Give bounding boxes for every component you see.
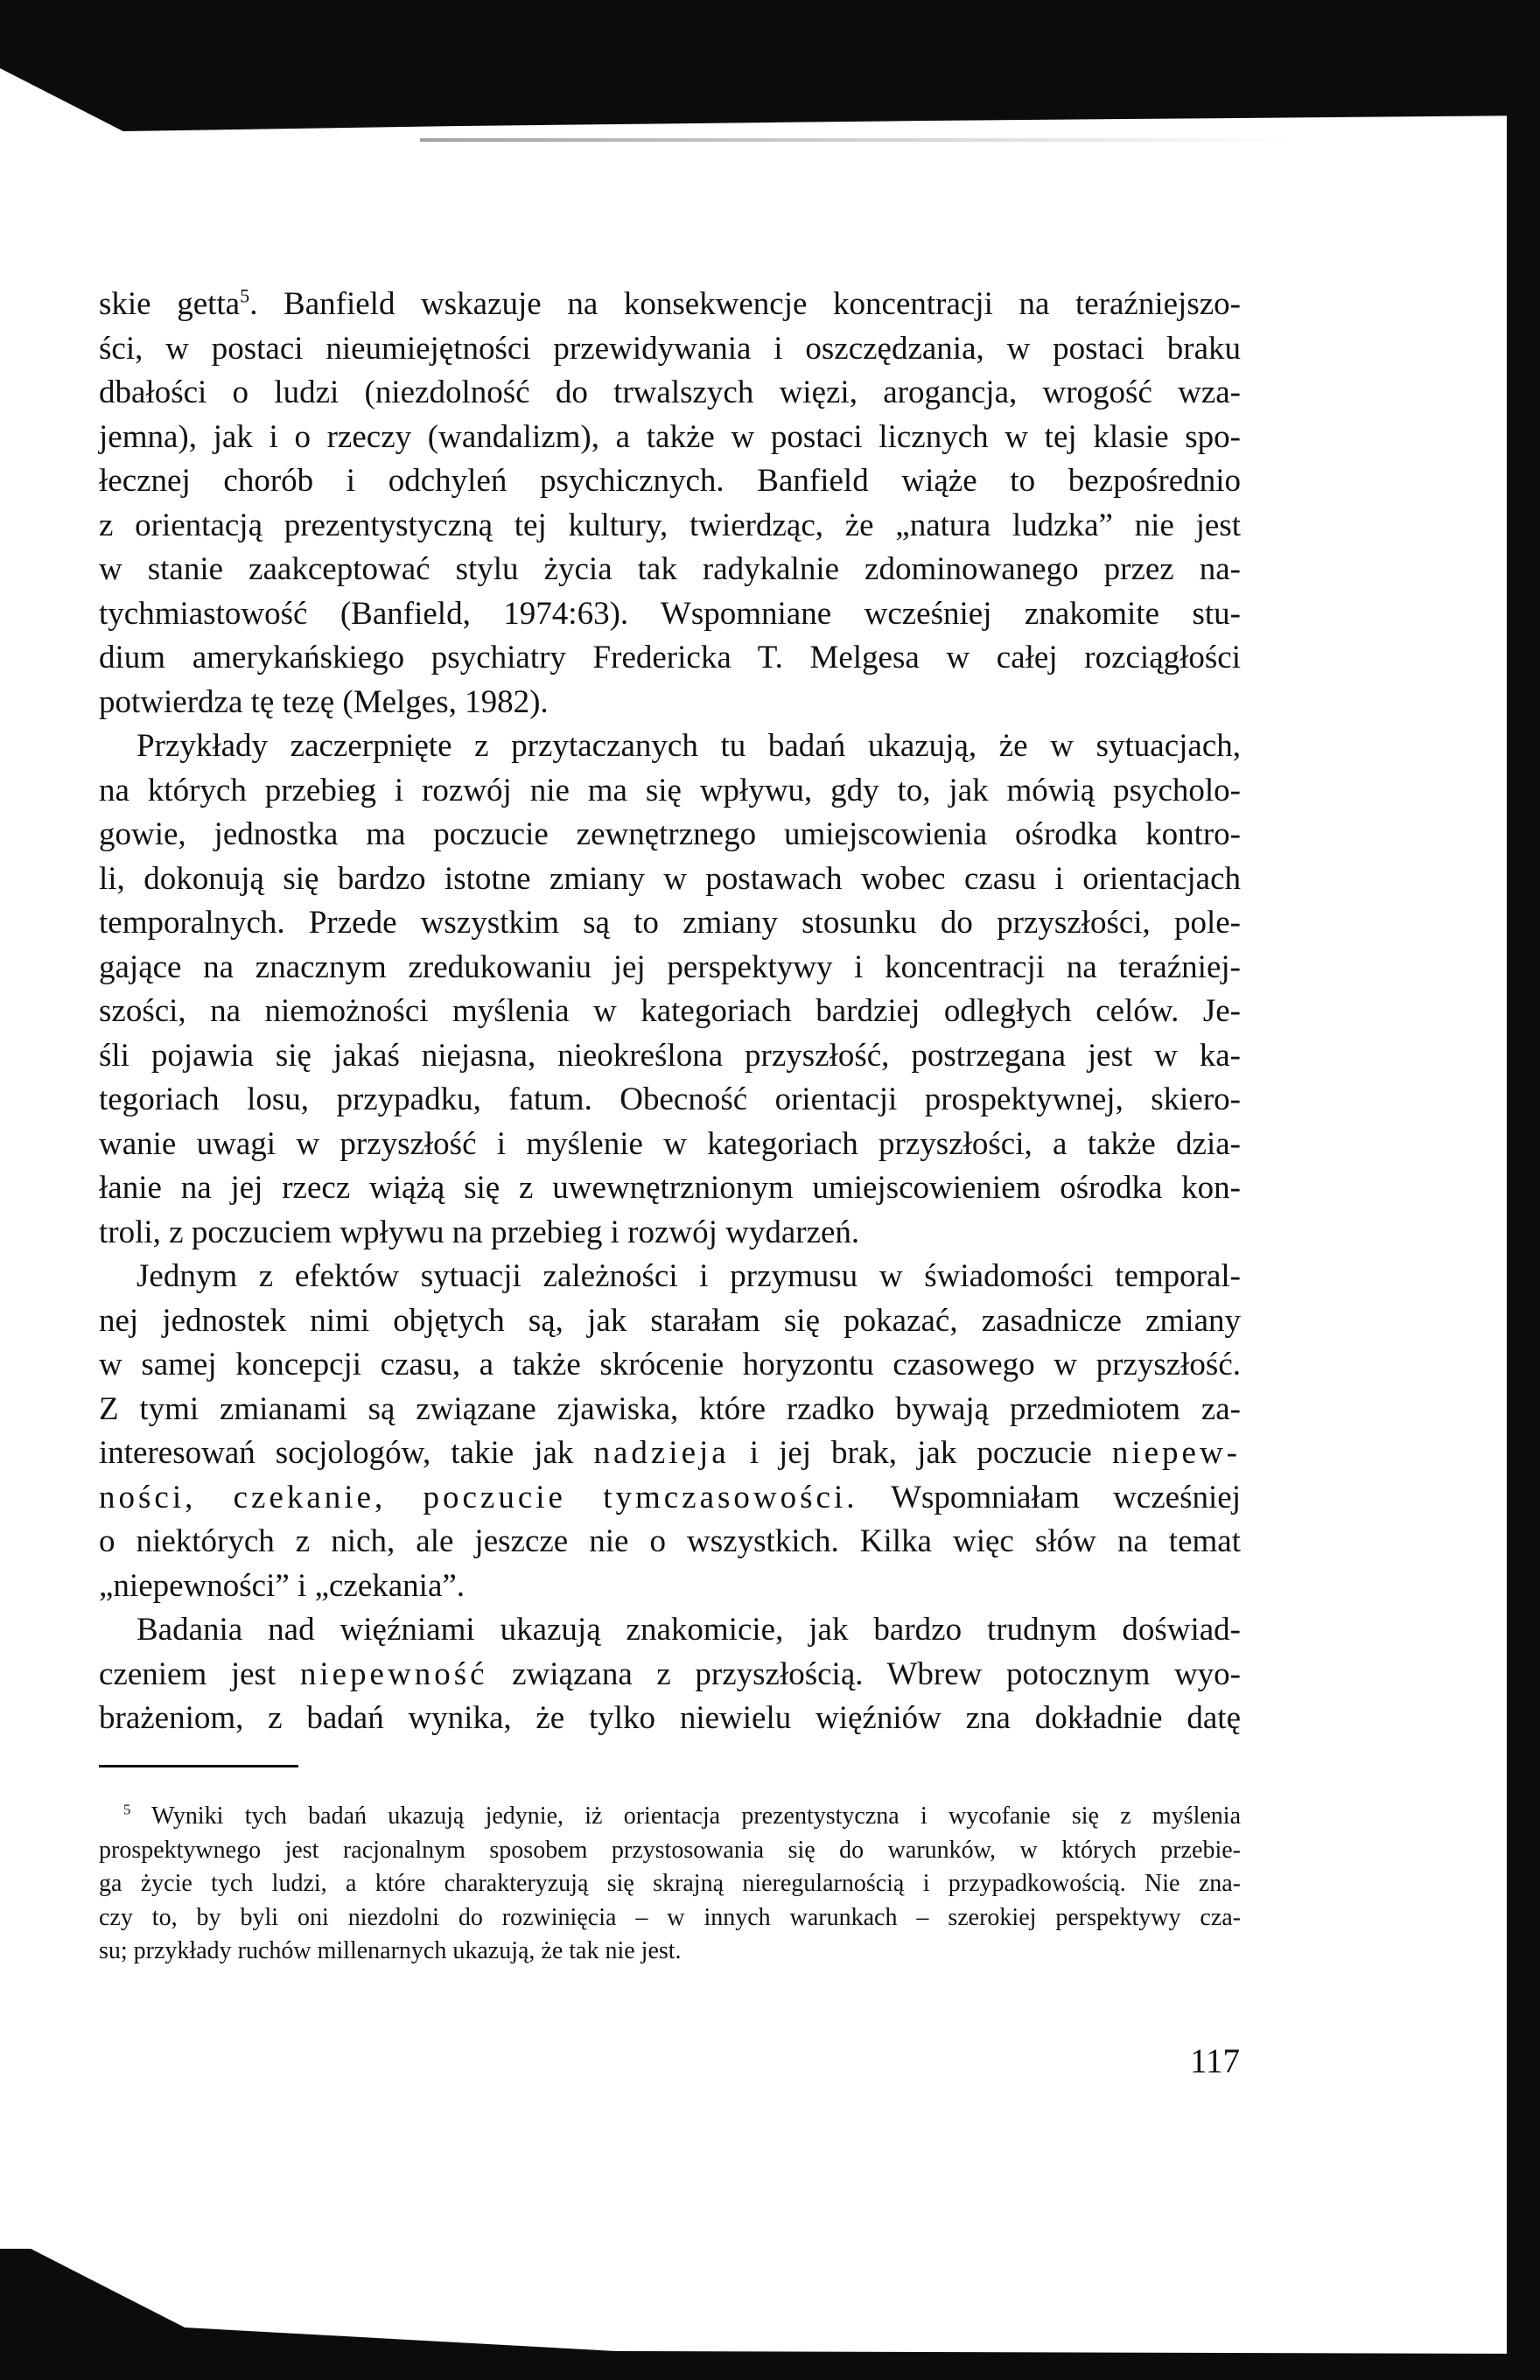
scan-border-top [0,0,1540,131]
scan-border-right [1507,0,1540,2380]
emphasis-nadzieja: nadzieja [593,1435,730,1471]
text-line: szości, na niemożności myślenia w kategoriach bardziej odległych celów. Je- [99,993,1241,1029]
scan-border-bottom [0,2249,1540,2380]
footnote-marker: 5 [123,1801,131,1818]
emphasis-niepewnosci: niepew- [1111,1435,1241,1471]
text-line: łecznej chorób i odchyleń psychicznych. Banfield wiąże to bezpośrednio [99,463,1241,499]
paragraph-4 [99,1608,1241,1741]
text-line: Przykłady zaczerpnięte z przytaczanych tu badań ukazują, że w sytuacjach, [136,728,1241,764]
text-line: czeniem jest niepewność związana z przyszłością. Wbrew potocznym wyo- [99,1656,1241,1692]
footnote-line: czy to, by byli oni niezdolni do rozwinięcia – w innych warunkach – szerokiej perspektywy cza- [99,1903,1241,1931]
footnote-line: ga życie tych ludzi, a które charakteryzują się skrajną nieregularnością i przypadkowością. Nie zna- [99,1870,1241,1897]
paragraph-1 [99,283,1241,724]
text-line: troli, z poczuciem wpływu na przebieg i rozwój wydarzeń. [99,1214,860,1250]
text-line: Jednym z efektów sytuacji zależności i przymusu w świadomości temporal- [136,1258,1241,1294]
text-line: jemna), jak i o rzeczy (wandalizm), a także w postaci licznych w tej klasie spo- [99,418,1241,455]
emphasis-niepewnosc: niepewność [299,1656,488,1692]
footnote-line: su; przykłady ruchów millenarnych ukazują, że tak nie jest. [99,1937,682,1964]
text-line: w samej koncepcji czasu, a także skrócenie horyzontu czasowego w przyszłość. [99,1347,1241,1382]
paragraph-3 [99,1255,1241,1608]
footnote-line: $^5$ Wyniki tych badań ukazują jedynie, iż orientacja prezentystyczna i wycofanie się z myślenia [123,1801,1241,1830]
text-line: nej jednostek nimi objętych są, jak starałam się pokazać, zasadnicze zmiany [99,1302,1241,1339]
page-number: 117 [1189,2042,1240,2080]
footnote-ref[interactable]: 5 [240,284,250,307]
text-line: Badania nad więźniami ukazują znakomicie, jak bardzo trudnym doświad- [136,1612,1241,1648]
text-line: łanie na jej rzecz wiążą się z uwewnętrznionym umiejscowieniem ośrodka kon- [99,1170,1241,1206]
text-line: o niektórych z nich, ale jeszcze nie o wszystkich. Kilka więc słów na temat [99,1523,1241,1559]
text-line: śli pojawia się jakaś niejasna, nieokreślona przyszłość, postrzegana jest w ka- [99,1037,1241,1074]
text-line: dbałości o ludzi (niezdolność do trwalszych więzi, arogancja, wrogość wza- [99,374,1241,410]
text-line: li, dokonują się bardzo istotne zmiany w postawach wobec czasu i orientacjach [99,860,1241,897]
footnote-divider [99,1765,298,1768]
text-line: „niepewności” i „czekania”. [99,1567,466,1604]
text-line: brażeniom, z badań wynika, że tylko niewielu więźniów zna dokładnie datę [99,1700,1241,1736]
emphasis-terms: ności, czekanie, poczucie tymczasowości. [99,1479,858,1516]
footnote [99,1800,1241,1969]
text-line: tegoriach losu, przypadku, fatum. Obecność orientacji prospektywnej, skiero- [99,1082,1241,1117]
text-line: wanie uwagi w przyszłość i myślenie w kategoriach przyszłości, a także dzia- [99,1125,1241,1162]
text-line: ności, czekanie, poczucie tymczasowości. Wspomniałam wcześniej [99,1479,1241,1516]
scan-artifact-line [420,138,1295,142]
main-text [99,283,1241,1741]
text-line: dium amerykańskiego psychiatry Fredericka T. Melgesa w całej rozciągłości [99,640,1241,676]
text-line: w stanie zaakceptować stylu życia tak radykalnie zdominowanego przez na- [99,551,1241,587]
text-line: temporalnych. Przede wszystkim są to zmiany stosunku do przyszłości, pole- [99,905,1241,941]
text-line: Z tymi zmianami są związane zjawiska, które rzadko bywają przedmiotem za- [99,1390,1241,1427]
text-line: z orientacją prezentystyczną tej kultury, twierdząc, że „natura ludzka” nie jest [99,507,1241,543]
footnote-line: prospektywnego jest racjonalnym sposobem przystosowania się do warunków, w których przebie- [99,1836,1241,1864]
text-line: gowie, jednostka ma poczucie zewnętrznego umiejscowienia ośrodka kontro- [99,816,1241,852]
text-line: na których przebieg i rozwój nie ma się wpływu, gdy to, jak mówią psycholo- [99,772,1241,808]
text-line: gające na znacznym zredukowaniu jej perspektywy i koncentracji na teraźniej- [99,948,1241,985]
paragraph-2 [99,724,1241,1255]
text-line: skie getta$^5$. Banfield wskazuje na konsekwencje koncentracji na teraźniejszo- [99,284,1241,322]
text-line: ści, w postaci nieumiejętności przewidywania i oszczędzania, w postaci braku [99,330,1241,367]
text-line: interesowań socjologów, takie jak nadzieja i jej brak, jak poczucie niepew- [99,1435,1241,1471]
text-line: tychmiastowość (Banfield, 1974:63). Wspomniane wcześniej znakomite stu- [99,595,1241,632]
text-line: potwierdza tę tezę (Melges, 1982). [99,683,549,720]
